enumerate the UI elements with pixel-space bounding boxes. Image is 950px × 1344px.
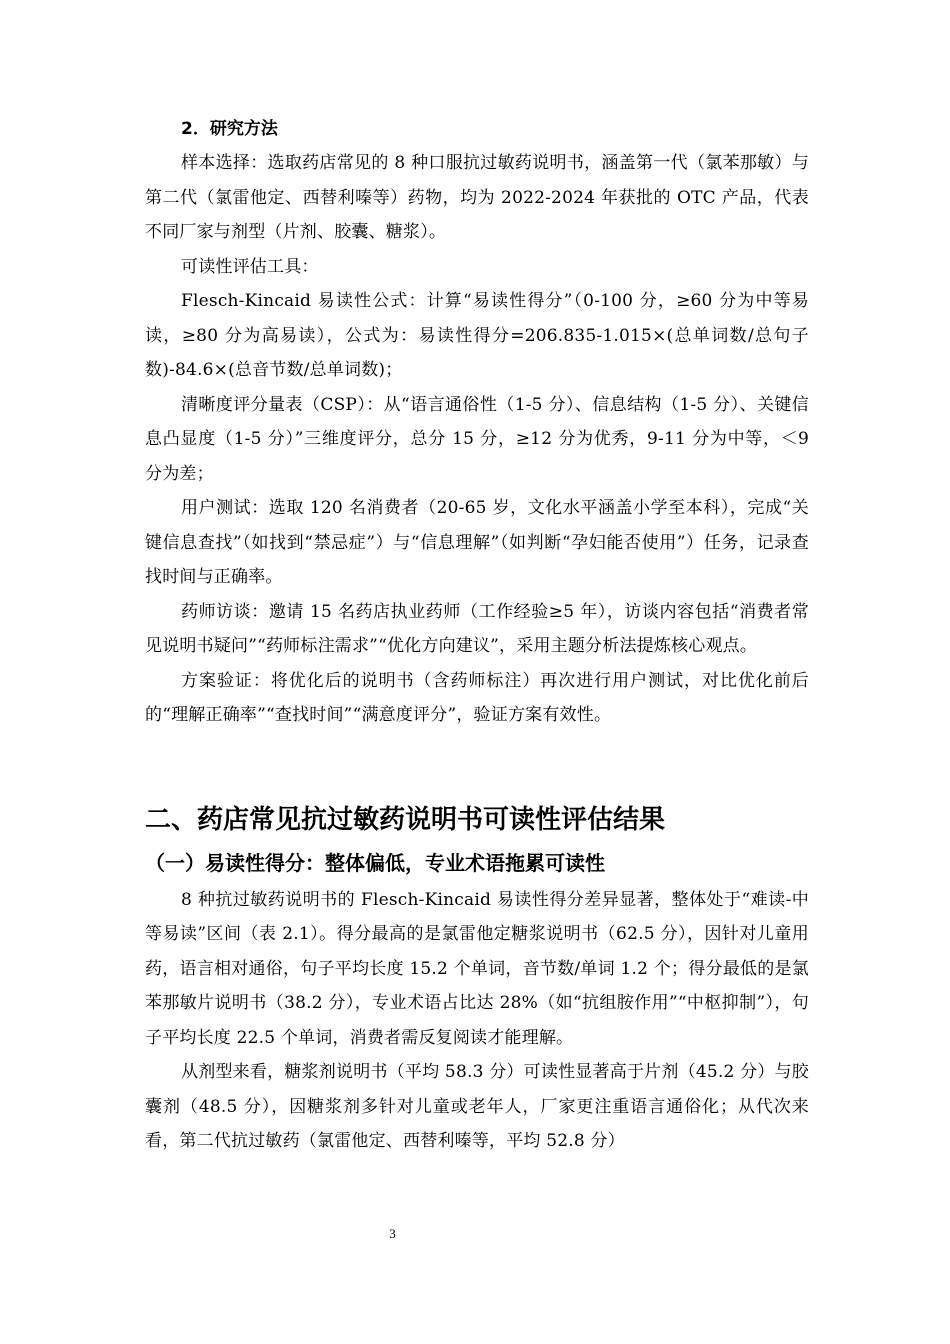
paragraph-flesch-kincaid: Flesch-Kincaid 易读性公式：计算“易读性得分”（0-100 分，≥60 分为中等易读，≥80 分为高易读），公式为：易读性得分=206.835-1.015×(总单词数/总句子数)-84.6×(总音节数/总单词数)； [145,291,809,380]
page-content [145,112,809,1159]
paragraph-readability-scores: 8 种抗过敏药说明书的 Flesch-Kincaid 易读性得分差异显著，整体处于“难读-中等易读”区间（表 2.1）。得分最高的是氯雷他定糖浆说明书（62.5 分），因针对儿童用药，语言相对通俗，句子平均长度 15.2 个单词，音节数/单词 1.2 个；得分最低的是氯苯那敏片说明书（38.2 分），专业术语占比达 28%（如“抗组胺作用”“中枢抑制”），句子平均长度 22.5 个单词，消费者需反复阅读才能理解。 [145,889,809,1048]
paragraph-csp: 清晰度评分量表（CSP）：从“语言通俗性（1-5 分）、信息结构（1-5 分）、关键信息凸显度（1-5 分）”三维度评分，总分 15 分，≥12 分为优秀，9-11 分为中等，＜9 分为差； [145,394,809,484]
paragraph-tools-heading: 可读性评估工具： [181,256,319,277]
paragraph-validation: 方案验证：将优化后的说明书（含药师标注）再次进行用户测试，对比优化前后的“理解正确率”“查找时间”“满意度评分”，验证方案有效性。 [145,670,809,725]
paragraph-user-test: 用户测试：选取 120 名消费者（20-65 岁，文化水平涵盖小学至本科），完成“关键信息查找”（如找到“禁忌症”）与“信息理解”（如判断“孕妇能否使用”）任务，记录查找时间与正确率。 [145,498,809,587]
paragraph-pharmacist-interview: 药师访谈：邀请 15 名药店执业药师（工作经验≥5 年），访谈内容包括“消费者常见说明书疑问”“药师标注需求”“优化方向建议”，采用主题分析法提炼核心观点。 [145,601,809,656]
subsection-title: （一）易读性得分：整体偏低，专业术语拖累可读性 [145,850,605,875]
chapter-title: 二、药店常见抗过敏药说明书可读性评估结果 [145,804,666,835]
page-number: 3 [389,1226,396,1241]
paragraph-dosage-form: 从剂型来看，糖浆剂说明书（平均 58.3 分）可读性显著高于片剂（45.2 分）与胶囊剂（48.5 分），因糖浆剂多针对儿童或老年人，厂家更注重语言通俗化；从代次来看，第二代抗过敏药（氯雷他定、西替利嗪等，平均 52.8 分） [145,1062,809,1151]
paragraph-sample-selection: 样本选择：选取药店常见的 8 种口服抗过敏药说明书，涵盖第一代（氯苯那敏）与第二代（氯雷他定、西替利嗪等）药物，均为 2022-2024 年获批的 OTC 产品，代表不同厂家与剂型（片剂、胶囊、糖浆）。 [145,153,809,242]
section-method-title: 2．研究方法 [181,119,278,139]
section-spacer [145,733,809,781]
